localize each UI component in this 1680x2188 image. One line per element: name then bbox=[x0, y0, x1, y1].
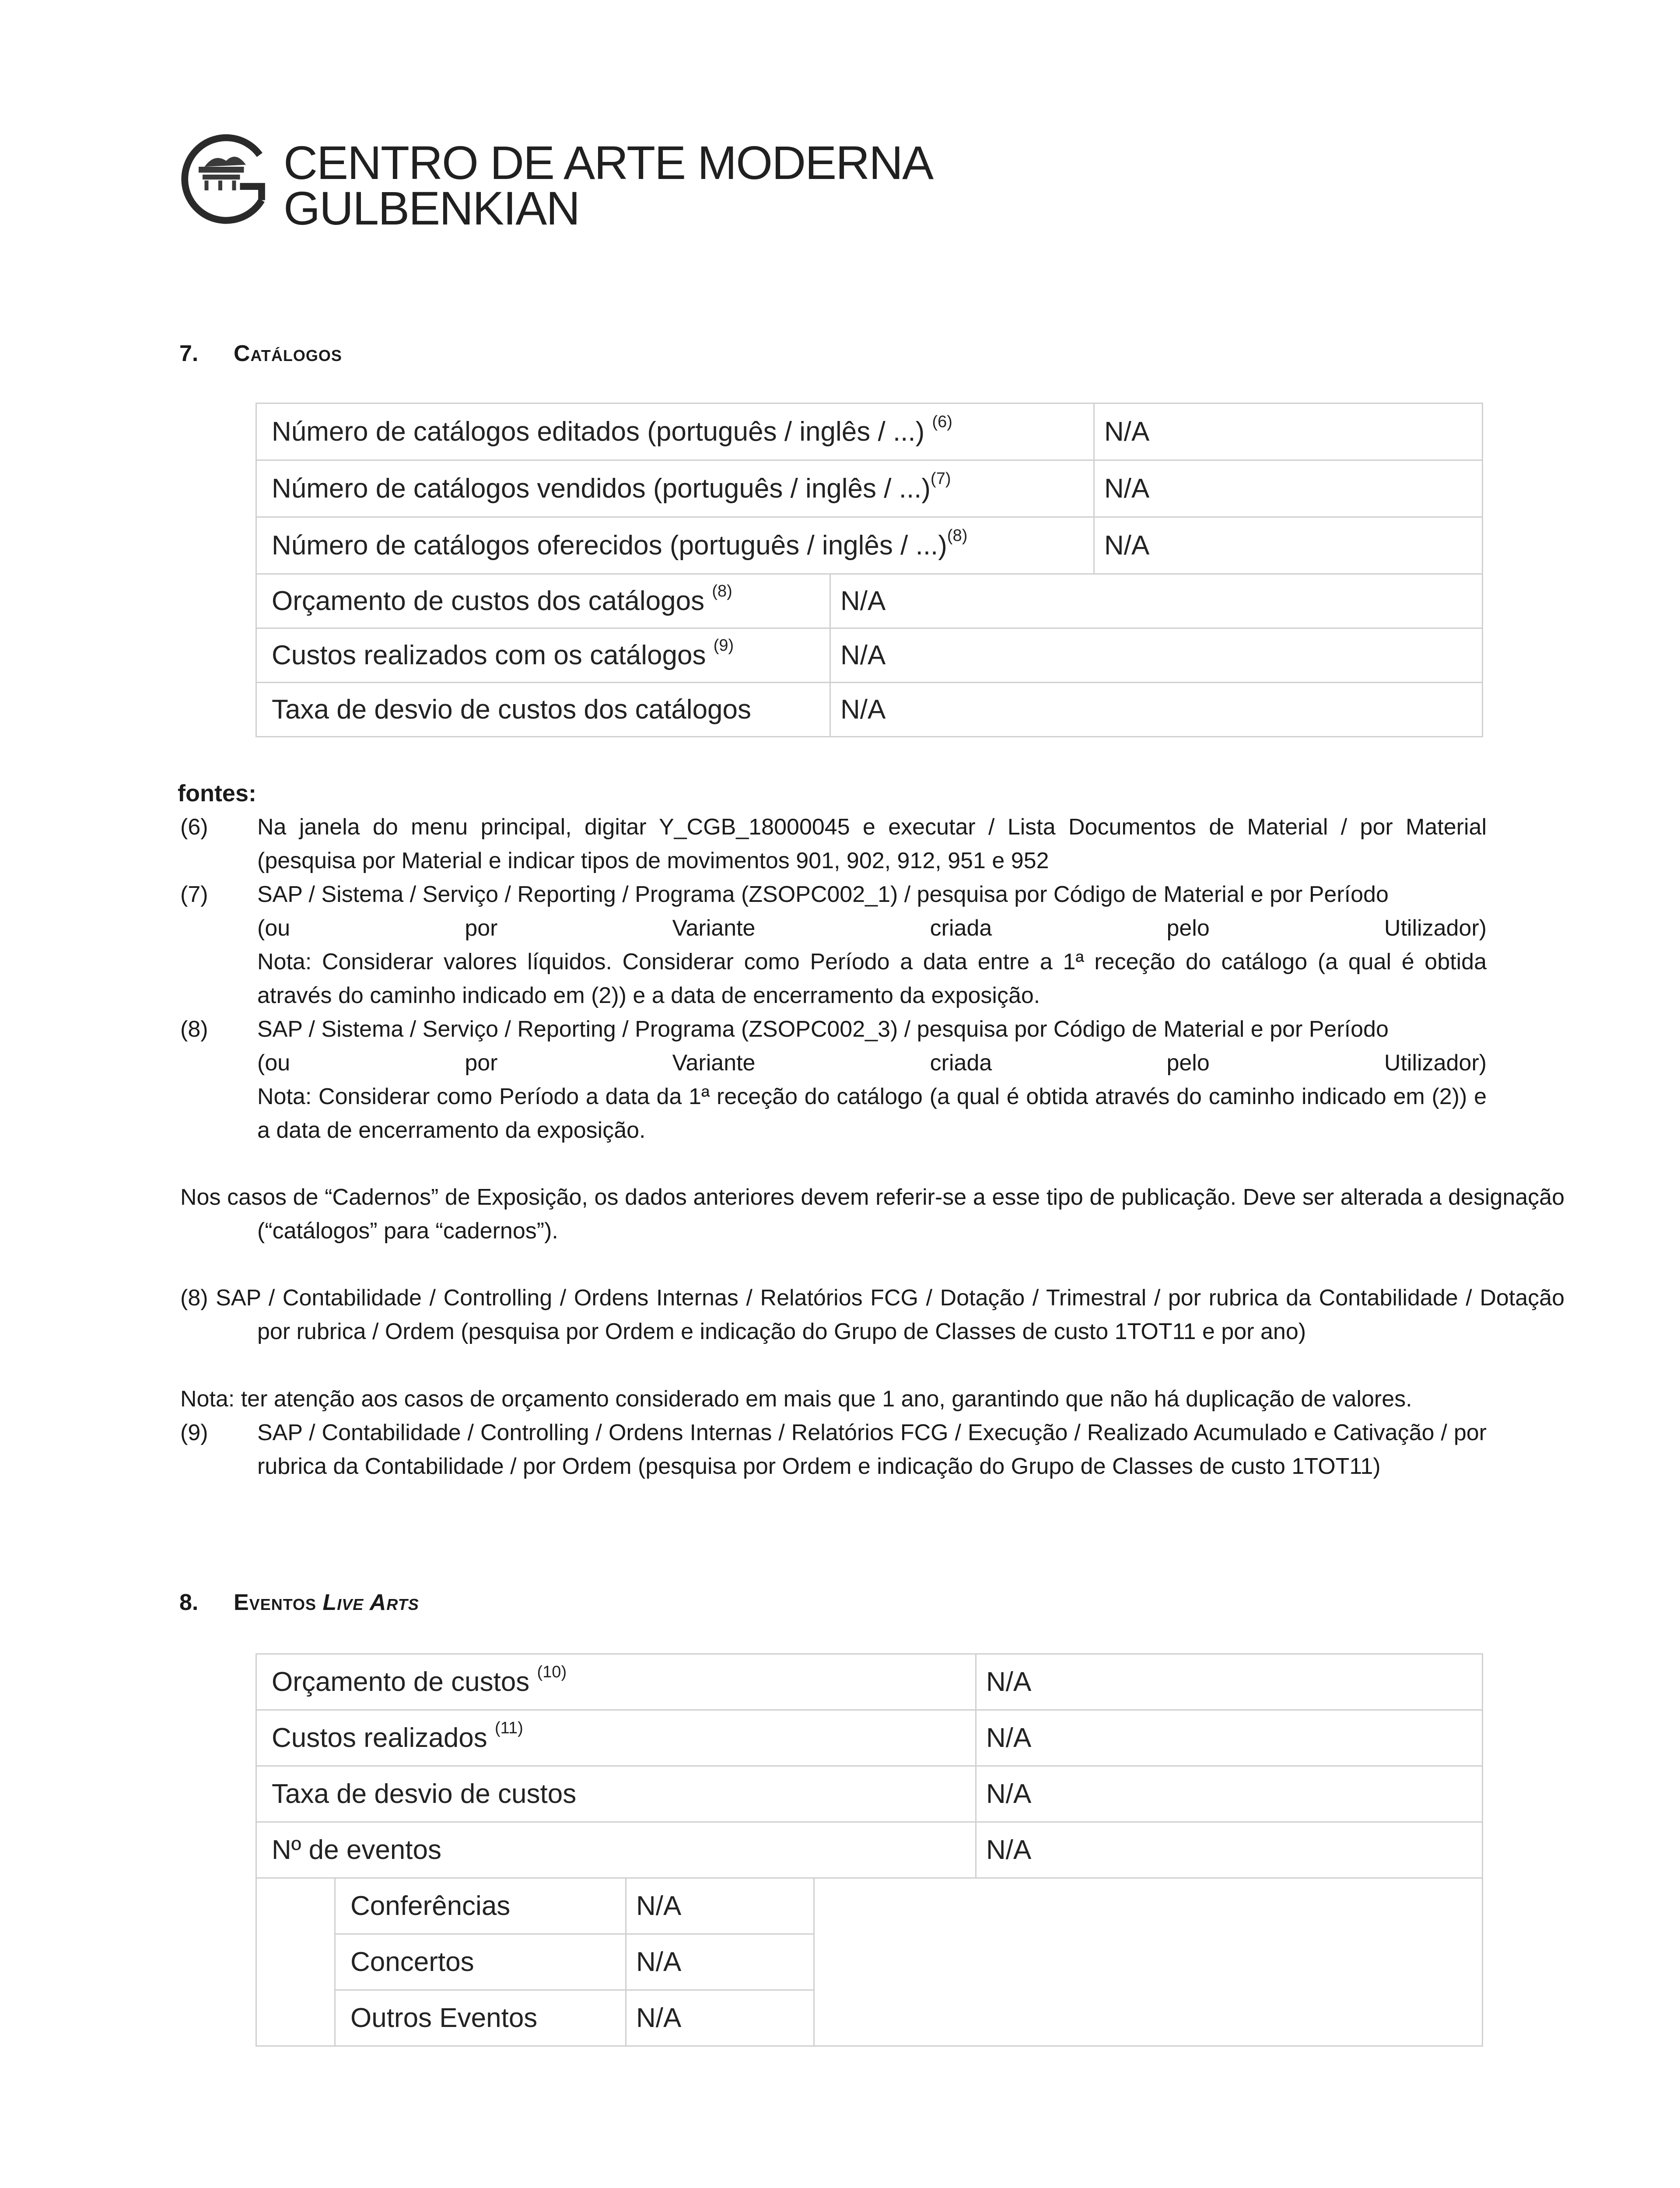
indent-cell bbox=[256, 1878, 335, 2046]
note-8-line1: SAP / Sistema / Serviço / Reporting / Programa (ZSOPC002_3) / pesquisa por Código de Material e por Período bbox=[257, 1017, 1389, 1042]
note-6-label: (6) bbox=[180, 814, 208, 840]
empty-cell bbox=[814, 1878, 1483, 2046]
row-label: Nº de eventos bbox=[256, 1822, 976, 1878]
note-8b-paragraph: (8) SAP / Contabilidade / Controlling / Ordens Internas / Relatórios FCG / Dotação / Trimestral / por rubrica da Contabilidade / Dotação por rubrica / Ordem (pesquisa por Ordem e indicação do Grupo de Classes de custo 1TOT11 e por ano) bbox=[180, 1285, 1564, 1344]
catalog-cost-table bbox=[256, 573, 1483, 737]
subrow-value: N/A bbox=[626, 1878, 814, 1934]
table-row bbox=[256, 1766, 1483, 1822]
row-value: N/A bbox=[976, 1710, 1483, 1766]
table-row bbox=[256, 517, 1483, 574]
note-9-label: (9) bbox=[180, 1420, 208, 1445]
section-number: 8. bbox=[179, 1590, 199, 1615]
section-title: Catálogos bbox=[234, 341, 342, 366]
section-8-heading bbox=[179, 1589, 419, 1616]
section-title-a: Eventos bbox=[234, 1590, 317, 1615]
table-row bbox=[256, 1822, 1483, 1878]
table-row bbox=[256, 574, 1483, 628]
note-7-label: (7) bbox=[180, 882, 208, 907]
section-7-heading bbox=[179, 340, 342, 367]
section-number: 7. bbox=[179, 341, 199, 366]
row-value: N/A bbox=[1094, 403, 1483, 460]
row-value: N/A bbox=[830, 683, 1483, 737]
org-name-line1: CENTRO DE ARTE MODERNA bbox=[284, 136, 933, 189]
table-row bbox=[256, 1878, 1483, 1934]
cadernos-paragraph: Nos casos de “Cadernos” de Exposição, os dados anteriores devem referir-se a esse tipo de publicação. Deve ser alterada a designação (“catálogos” para “cadernos”). bbox=[180, 1185, 1564, 1244]
gulbenkian-logo-icon bbox=[175, 131, 273, 230]
row-label: Número de catálogos editados (português / inglês / ...) $^{(6)}$ bbox=[256, 403, 1094, 460]
table-row bbox=[256, 1710, 1483, 1766]
row-label: Orçamento de custos dos catálogos $^{(8)}$ bbox=[256, 574, 830, 628]
section-title-b: Live Arts bbox=[322, 1590, 419, 1615]
table-row bbox=[256, 403, 1483, 460]
row-value: N/A bbox=[976, 1822, 1483, 1878]
row-value: N/A bbox=[1094, 460, 1483, 517]
note-6-text: Na janela do menu principal, digitar Y_CGB_18000045 e executar / Lista Documentos de Material / por Material (pesquisa por Material e indicar tipos de movimentos 901, 902, 912, 951 e 952 bbox=[257, 814, 1487, 873]
note-9-text: SAP / Contabilidade / Controlling / Ordens Internas / Relatórios FCG / Execução / Realizado Acumulado e Cativação / por rubrica da Contabilidade / por Ordem (pesquisa por Ordem e indicação do Grupo de Classes de custo 1TOT11) bbox=[257, 1420, 1487, 1479]
note-7-line2: (ou por Variante criada pelo Utilizador) bbox=[257, 915, 1487, 941]
row-label: Número de catálogos oferecidos (português / inglês / ...)$^{(8)}$ bbox=[256, 517, 1094, 574]
row-label: Taxa de desvio de custos bbox=[256, 1766, 976, 1822]
row-label: Custos realizados com os catálogos $^{(9)}$ bbox=[256, 628, 830, 683]
table-row bbox=[256, 460, 1483, 517]
budget-note: Nota: ter atenção aos casos de orçamento considerado em mais que 1 ano, garantindo que não há duplicação de valores. bbox=[180, 1386, 1412, 1412]
row-label: Taxa de desvio de custos dos catálogos bbox=[256, 683, 830, 737]
subrow-label: Conferências bbox=[335, 1878, 626, 1934]
org-name-line2: GULBENKIAN bbox=[284, 182, 580, 235]
subrow-label: Outros Eventos bbox=[335, 1990, 626, 2046]
subrow-value: N/A bbox=[626, 1990, 814, 2046]
row-value: N/A bbox=[830, 574, 1483, 628]
note-8-line2: (ou por Variante criada pelo Utilizador) bbox=[257, 1050, 1487, 1076]
events-table bbox=[256, 1653, 1483, 2047]
row-label: Custos realizados $^{(11)}$ bbox=[256, 1710, 976, 1766]
row-label: Orçamento de custos $^{(10)}$ bbox=[256, 1654, 976, 1710]
row-value: N/A bbox=[1094, 517, 1483, 574]
row-value: N/A bbox=[830, 628, 1483, 683]
table-row bbox=[256, 628, 1483, 683]
subrow-value: N/A bbox=[626, 1934, 814, 1990]
row-label: Número de catálogos vendidos (português / inglês / ...)$^{(7)}$ bbox=[256, 460, 1094, 517]
sources-heading: fontes: bbox=[178, 780, 256, 806]
row-value: N/A bbox=[976, 1654, 1483, 1710]
note-8-nota: Nota: Considerar como Período a data da 1ª receção do catálogo (a qual é obtida através do caminho indicado em (2)) e a data de encerramento da exposição. bbox=[257, 1084, 1487, 1143]
table-row bbox=[256, 683, 1483, 737]
table-row bbox=[256, 1654, 1483, 1710]
catalog-count-table bbox=[256, 403, 1483, 575]
row-value: N/A bbox=[976, 1766, 1483, 1822]
note-8-label: (8) bbox=[180, 1017, 208, 1042]
note-7-line1: SAP / Sistema / Serviço / Reporting / Programa (ZSOPC002_1) / pesquisa por Código de Material e por Período bbox=[257, 882, 1389, 907]
note-7-nota: Nota: Considerar valores líquidos. Considerar como Período a data entre a 1ª receção do catálogo (a qual é obtida através do caminho indicado em (2)) e a data de encerramento da exposição. bbox=[257, 949, 1487, 1008]
subrow-label: Concertos bbox=[335, 1934, 626, 1990]
